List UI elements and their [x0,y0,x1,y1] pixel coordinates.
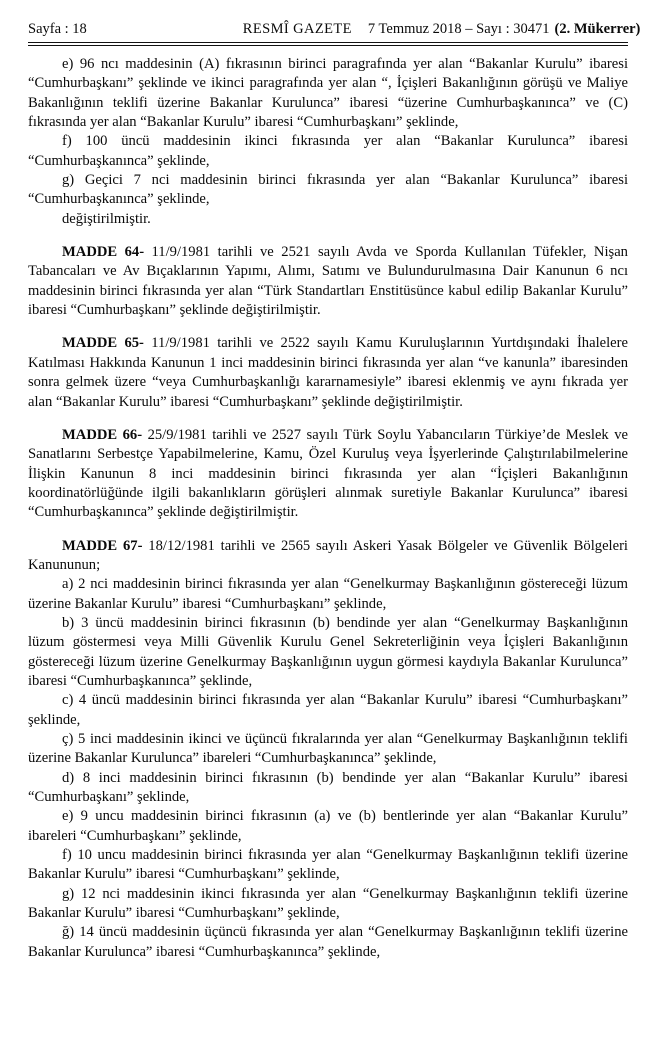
article-label-66: MADDE 66- [62,426,143,443]
issue-date-number: 7 Temmuz 2018 – Sayı : 30471 [367,21,550,37]
page-masthead [28,20,641,44]
subitem-m67-f: f) 10 uncu maddesinin birinci fıkrasında yer alan “Genelkurmay Başkanlığının teklifi üzerine Bakanlar Kurulu” ibaresi “Cumhurbaşkanı” şeklinde, [28,847,628,883]
article-text-65: 11/9/1981 tarihli ve 2522 sayılı Kamu Kuruluşlarının Yurtdışındaki İhalelere Katılması Hakkında Kanunun 1 inci maddesinin birinci fıkrasında yer alan “ve kanunla” ibaresinden sonra gelmek üzere “veya Cumhurbaşkanlığı kararnamesiyle” ibaresi eklenmiş ve aynı fıkrada yer alan “Bakanlar Kurulu” ibaresi “Cumhurbaşkanı” şeklinde değiştirilmiştir. [28,335,628,410]
paragraph-f-100: f) 100 üncü maddesinin ikinci fıkrasında yer alan “Bakanlar Kurulunca” ibaresi “Cumhurbaşkanınca” şeklinde, [28,133,628,169]
article-label-65: MADDE 65- [62,335,144,352]
body-text-column [28,55,628,962]
article-label-64: MADDE 64- [62,244,145,261]
paragraph-g-gecici-7: g) Geçici 7 nci maddesinin birinci fıkrasında yer alan “Bakanlar Kurulunca” ibaresi “Cumhurbaşkanınca” şeklinde, [28,172,628,208]
subitem-m67-e: e) 9 uncu maddesinin birinci fıkrasının (a) ve (b) bentlerinde yer alan “Bakanlar Kurulu” ibareleri “Cumhurbaşkanı” şeklinde, [28,808,628,844]
masthead-divider [28,42,628,46]
page-number-label: Sayfa : 18 [28,21,87,37]
article-text-66: 25/9/1981 tarihli ve 2527 sayılı Türk Soylu Yabancıların Türkiye’de Meslek ve Sanatlarını Serbestçe Yapabilmelerine, Kamu, Özel Kuruluş veya İşyerlerinde Çalıştırılabilmelerine İlişkin Kanunun 8 inci maddesinin birinci fıkrasında yer alan “İçişleri Bakanlığının koordinatörlüğünde ilgili bakanlıkların görüşleri alınmak suretiyle Bakanlar Kurulunca” ibaresi “Cumhurbaşkanınca” şeklinde değiştirilmiştir. [28,426,628,521]
article-madde-67 [28,537,628,576]
subitem-m67-b: b) 3 üncü maddesinin birinci fıkrasının (b) bendinde yer alan “Genelkurmay Başkanlığının lüzum göstermesi veya Milli Güvenlik Kurulu Genel Sekreterliğinin veya İçişleri Bakanlığının göstereceği lüzum üzerine Genelkurmay Başkanlığının uygun görmesi kaydıyla Bakanlar Kurulunca” ibaresi “Cumhurbaşkanınca” şeklinde, [28,614,628,689]
article-madde-65 [28,334,628,411]
article-madde-66 [28,426,628,523]
mukerrer-label: (2. Mükerrer) [554,21,641,37]
paragraph-degistirilmistir: değiştirilmiştir. [62,210,151,227]
paragraph-e-96: e) 96 ncı maddesinin (A) fıkrasının birinci paragrafında yer alan “Bakanlar Kurulu” ibaresi “Cumhurbaşkanı” şeklinde ve ikinci paragrafında yer alan “, İçişleri Bakanlığının görüşü ve Maliye Bakanlığının teklifi üzerine Bakanlar Kurulunca” ibaresi “üzerine Cumhurbaşkanınca” ve (C) fıkrasında yer alan “Bakanlar Kurulu” ibaresi “Cumhurbaşkanı” şeklinde, [28,56,628,131]
article-text-64: 11/9/1981 tarihli ve 2521 sayılı Avda ve Sporda Kullanılan Tüfekler, Nişan Tabancaları ve Av Bıçaklarının Yapımı, Alımı, Satımı ve Bulundurulmasına Dair Kanunun 6 ncı maddesinin birinci fıkrasında yer alan “Türk Standartları Enstitüsünce kabul edilip Bakanlar Kurulu” ibaresi “Cumhurbaşkanı” şeklinde değiştirilmiştir. [28,244,628,319]
gazette-title: RESMÎ GAZETE [242,21,352,37]
masthead-row [28,20,641,38]
subitem-m67-g: g) 12 nci maddesinin ikinci fıkrasında yer alan “Genelkurmay Başkanlığının teklifi üzerine Bakanlar Kurulu” ibaresi “Cumhurbaşkanı” şeklinde, [28,885,628,922]
subitem-m67-g-breve: ğ) 14 üncü maddesinin üçüncü fıkrasında yer alan “Genelkurmay Başkanlığının teklifi üzerine Bakanlar Kurulunca” ibaresi “Cumhurbaşkanınca” şeklinde, [28,924,628,960]
article-madde-64 [28,243,628,320]
subitem-m67-a: a) 2 nci maddesinin birinci fıkrasında yer alan “Genelkurmay Başkanlığının göstereceği lüzum üzerine Bakanlar Kurulu” ibaresi “Cumhurbaşkanı” şeklinde, [28,576,628,612]
article-text-67: 18/12/1981 tarihli ve 2565 sayılı Askeri Yasak Bölgeler ve Güvenlik Bölgeleri Kanununun; [28,537,628,573]
article-label-67: MADDE 67- [62,537,143,554]
subitem-m67-c-cedilla: ç) 5 inci maddesinin ikinci ve üçüncü fıkralarında yer alan “Genelkurmay Başkanlığının teklifi üzerine Bakanlar Kurulunca” ibareleri “Cumhurbaşkanınca” şeklinde, [28,731,628,767]
subitem-m67-d: d) 8 inci maddesinin birinci fıkrasının (b) bendinde yer alan “Bakanlar Kurulu” ibaresi “Cumhurbaşkanı” şeklinde, [28,769,628,806]
subitem-m67-c: c) 4 üncü maddesinin birinci fıkrasında yer alan “Bakanlar Kurulu” ibaresi “Cumhurbaşkanı” şeklinde, [28,692,628,728]
